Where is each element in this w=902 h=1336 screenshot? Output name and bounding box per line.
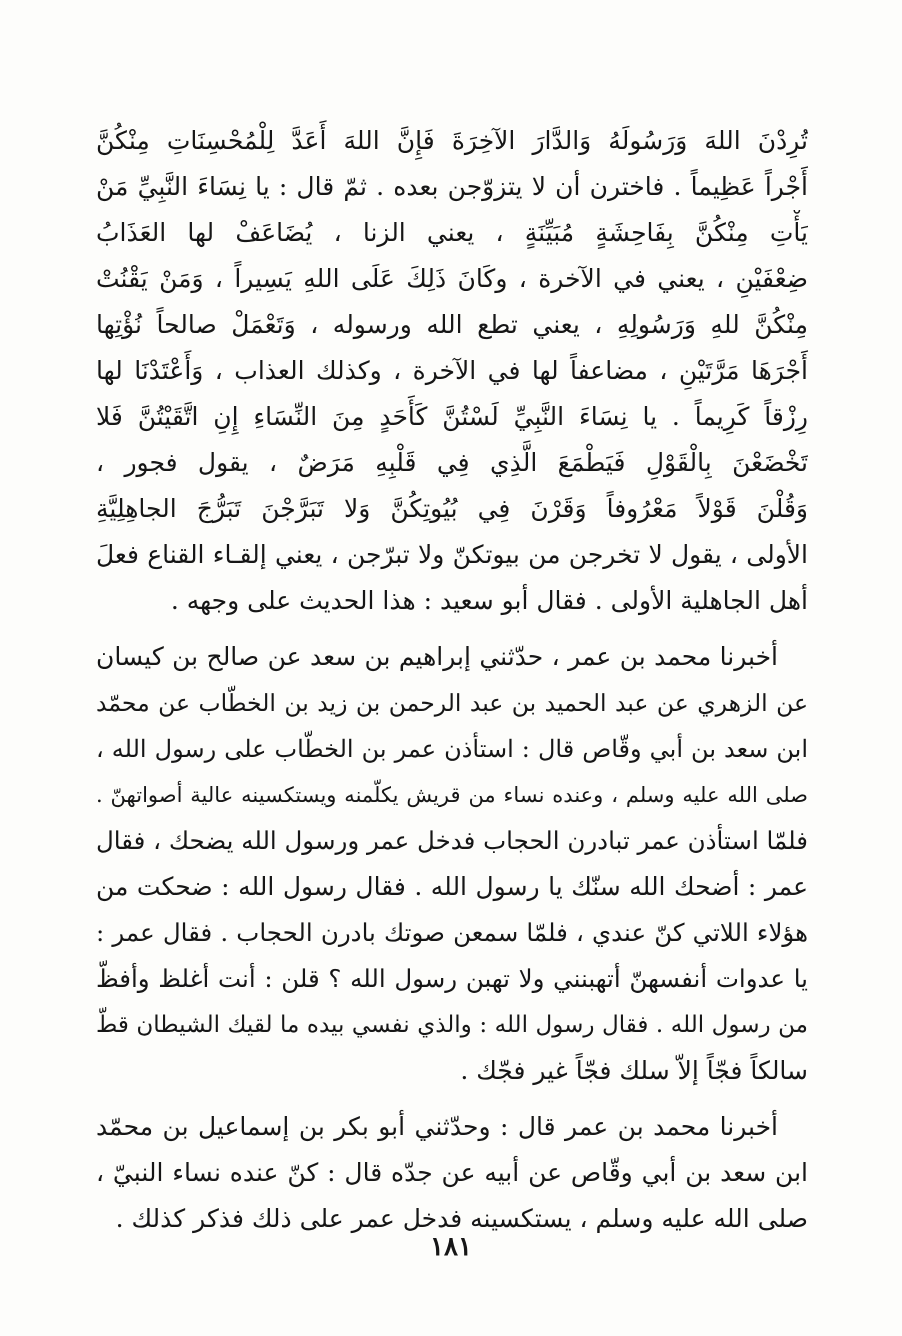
text-line: مِنْكُنَّ للهِ وَرَسُولِهِ ، يعني تطع الله ورسوله ، وَتَعْمَلْ صالحاً نُؤْتِها [96,310,808,339]
text-line: أخبرنا محمد بن عمر ، حدّثني إبراهيم بن سعد عن صالح بن كيسان [96,642,778,671]
text-line: الأولى ، يقول لا تخرجن من بيوتكنّ ولا تبرّجن ، يعني إلقـاء القناع فعلَ [96,540,808,569]
text-line: تُرِدْنَ اللهَ وَرَسُولَهُ وَالدَّارَ الآخِرَةَ فَإِنَّ اللهَ أَعَدَّ لِلْمُحْسِنَاتِ مِنْكُنَّ [96,126,808,155]
page-body [96,118,808,1242]
text-line: تَخْضَعْنَ بِالْقَوْلِ فَيَطْمَعَ الَّذِي فِي قَلْبِهِ مَرَضٌ ، يقول فجور ، [96,448,808,477]
text-line: أَجْراً عَظِيماً . فاخترن أن لا يتزوّجن بعده . ثمّ قال : يا نِسَاءَ النَّبِيِّ مَنْ [96,172,808,201]
text-line: ضِعْفَيْنِ ، يعني في الآخرة ، وكَانَ ذَلِكَ عَلَى اللهِ يَسِيراً ، وَمَنْ يَقْنُتْ [96,264,808,293]
text-line: أَجْرَهَا مَرَّتَيْنِ ، مضاعفاً لها في الآخرة ، وكذلك العذاب ، وَأَعْتَدْنَا لها [96,356,808,385]
text-line: رِزْقاً كَرِيماً . يا نِسَاءَ النَّبِيِّ لَسْتُنَّ كَأَحَدٍ مِنَ النِّسَاءِ إِنِ اتَّقَيْتُنَّ فَلا [96,402,808,431]
paragraph-hadith-umar [96,634,808,1094]
page-number: ١٨١ [430,1232,472,1262]
text-line: أهل الجاهلية الأولى . فقال أبو سعيد : هذا الحديث على وجهه . [170,586,808,615]
paragraph-hadith-sad [96,1104,808,1242]
paragraph-gap [96,624,808,634]
text-line: يَأْتِ مِنْكُنَّ بِفَاحِشَةٍ مُبَيِّنَةٍ ، يعني الزنا ، يُضَاعَفْ لها العَذَابُ [96,218,808,247]
text-line: فلمّا استأذن عمر تبادرن الحجاب فدخل عمر ورسول الله يضحك ، فقال [96,826,808,855]
text-line: ابن سعد بن أبي وقّاص قال : استأذن عمر بن الخطّاب على رسول الله ، [96,735,808,763]
text-line: وَقُلْنَ قَوْلاً مَعْرُوفاً وَقَرْنَ فِي بُيُوتِكُنَّ وَلا تَبَرَّجْنَ تَبَرُّجَ الجاهِلِيَّةِ [96,494,808,523]
paragraph-quran-commentary [96,118,808,624]
paragraph-gap [96,1094,808,1104]
text-line: صلى الله عليه وسلم ، وعنده نساء من قريش يكلّمنه ويستكسينه عالية أصواتهنّ . [96,783,808,807]
text-line: صلى الله عليه وسلم ، يستكسينه فدخل عمر على ذلك فذكر كذلك . [115,1204,808,1233]
text-line: ابن سعد بن أبي وقّاص عن أبيه عن جدّه قال : كنّ عنده نساء النبيّ ، [96,1158,808,1187]
text-line: هؤلاء اللاتي كنّ عندي ، فلمّا سمعن صوتك بادرن الحجاب . فقال عمر : [96,918,808,947]
text-line: من رسول الله . فقال رسول الله : والذي نفسي بيده ما لقيك الشيطان قطّ [96,1012,808,1038]
text-line: عن الزهري عن عبد الحميد بن عبد الرحمن بن زيد بن الخطّاب عن محمّد [96,689,808,717]
text-line: يا عدوات أنفسهنّ أتهبنني ولا تهبن رسول الله ؟ قلن : أنت أغلظ وأفظّ [96,964,808,993]
text-line: سالكاً فجّاً إلاّ سلك فجّاً غير فجّك . [460,1056,808,1085]
text-line: أخبرنا محمد بن عمر قال : وحدّثني أبو بكر بن إسماعيل بن محمّد [96,1112,778,1141]
text-line: عمر : أضحك الله سنّك يا رسول الله . فقال رسول الله : ضحكت من [96,872,808,901]
